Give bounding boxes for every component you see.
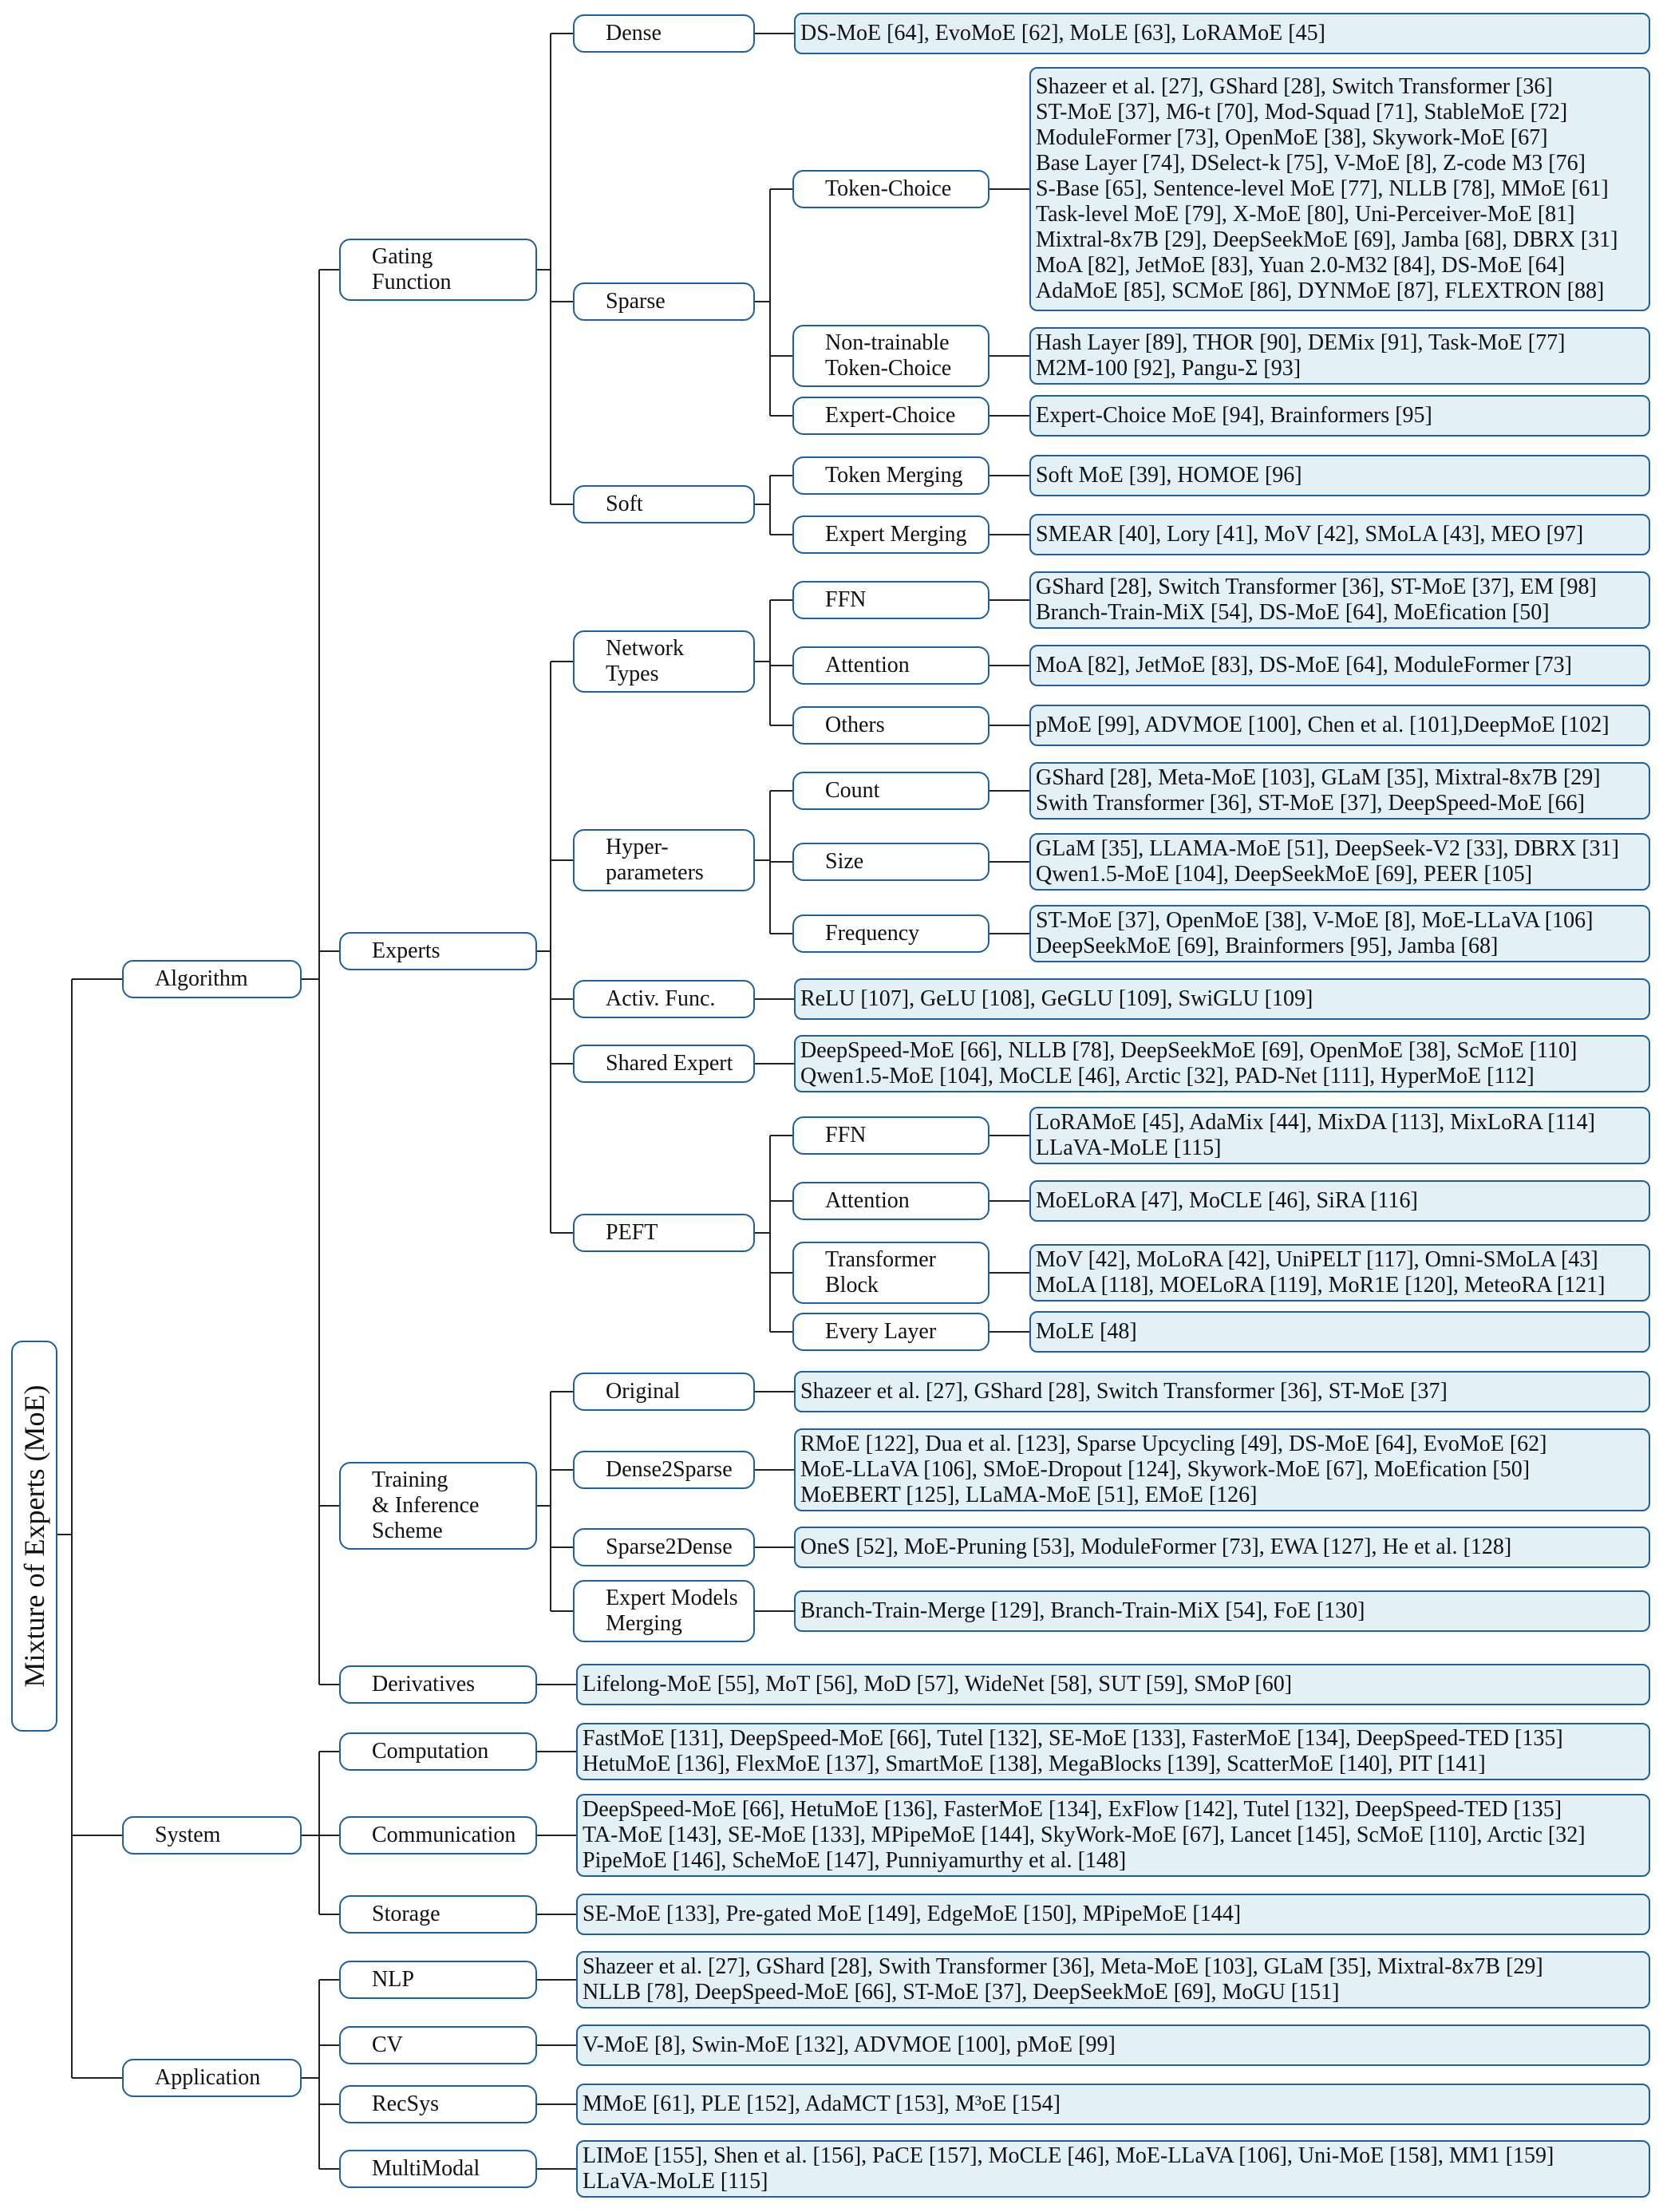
leaf-line: GLaM [35], LLAMA-MoE [51], DeepSeek-V2 [33], DBRX [31] xyxy=(1036,836,1619,861)
leaf-line: Base Layer [74], DSelect-k [75], V-MoE [8], Z-code M3 [76] xyxy=(1036,151,1586,176)
leaf-line: Expert-Choice MoE [94], Brainformers [95] xyxy=(1036,403,1432,428)
leaf-line: MoELoRA [47], MoCLE [46], SiRA [116] xyxy=(1036,1188,1418,1213)
root-node xyxy=(11,1341,57,1732)
leaf-line: DeepSpeed-MoE [66], NLLB [78], DeepSeekMoE [69], OpenMoE [38], ScMoE [110] xyxy=(800,1038,1578,1063)
leaf-peft-attention xyxy=(1029,1180,1650,1222)
leaf-nt-ffn xyxy=(1029,571,1650,629)
node-cv: CV xyxy=(339,2026,537,2064)
node-peft: PEFT xyxy=(573,1214,755,1252)
node-original: Original xyxy=(573,1373,755,1411)
leaf-token-choice xyxy=(1029,67,1650,311)
leaf-line: Branch-Train-Merge [129], Branch-Train-MiX [54], FoE [130] xyxy=(800,1598,1365,1623)
leaf-line: ST-MoE [37], OpenMoE [38], V-MoE [8], MoE-LLaVA [106] xyxy=(1036,908,1594,933)
leaf-line: Shazeer et al. [27], GShard [28], Switch Transformer [36], ST-MoE [37] xyxy=(800,1379,1448,1404)
node-hp-size: Size xyxy=(792,843,989,881)
node-non-trainable: Non-trainable Token-Choice xyxy=(792,325,989,387)
leaf-line: Branch-Train-MiX [54], DS-MoE [64], MoEfication [50] xyxy=(1036,600,1550,625)
leaf-line: M2M-100 [92], Pangu-Σ [93] xyxy=(1036,356,1302,381)
node-application: Application xyxy=(122,2059,302,2097)
node-nt-others: Others xyxy=(792,706,989,745)
leaf-shared-expert xyxy=(794,1035,1650,1092)
leaf-line: Shazeer et al. [27], GShard [28], Switch Transformer [36] xyxy=(1036,74,1553,99)
leaf-expert-merging xyxy=(1029,514,1650,555)
node-gating: Gating Function xyxy=(339,239,537,301)
leaf-line: MoLA [118], MOELoRA [119], MoR1E [120], MeteoRA [121] xyxy=(1036,1273,1606,1298)
leaf-line: MoLE [48] xyxy=(1036,1319,1137,1344)
leaf-line: Lifelong-MoE [55], MoT [56], MoD [57], WideNet [58], SUT [59], SMoP [60] xyxy=(583,1672,1293,1697)
leaf-line: LLaVA-MoLE [115] xyxy=(583,2169,768,2194)
node-recsys: RecSys xyxy=(339,2085,537,2123)
leaf-peft-transformer xyxy=(1029,1244,1650,1302)
leaf-line: Swith Transformer [36], ST-MoE [37], DeepSpeed-MoE [66] xyxy=(1036,791,1585,816)
node-token-merging: Token Merging xyxy=(792,456,989,495)
node-shared-expert: Shared Expert xyxy=(573,1045,755,1083)
leaf-line: MoA [82], JetMoE [83], Yuan 2.0-M32 [84], DS-MoE [64] xyxy=(1036,253,1566,278)
node-expert-merging: Expert Merging xyxy=(792,515,989,554)
node-peft-attention: Attention xyxy=(792,1182,989,1220)
leaf-peft-every-layer xyxy=(1029,1311,1650,1353)
node-computation: Computation xyxy=(339,1732,537,1771)
node-sparse: Sparse xyxy=(573,282,755,321)
leaf-line: MoV [42], MoLoRA [42], UniPELT [117], Omni-SMoLA [43] xyxy=(1036,1247,1598,1272)
node-expert-models-merging: Expert Models Merging xyxy=(573,1580,755,1642)
leaf-line: V-MoE [8], Swin-MoE [132], ADVMOE [100], pMoE [99] xyxy=(583,2032,1116,2057)
leaf-nt-others xyxy=(1029,705,1650,746)
node-storage: Storage xyxy=(339,1895,537,1934)
node-network-types: Network Types xyxy=(573,630,755,693)
node-experts: Experts xyxy=(339,932,537,970)
node-nt-ffn: FFN xyxy=(792,581,989,619)
leaf-line: AdaMoE [85], SCMoE [86], DYNMoE [87], FLEXTRON [88] xyxy=(1036,278,1605,303)
leaf-peft-ffn xyxy=(1029,1107,1650,1164)
leaf-line: Hash Layer [89], THOR [90], DEMix [91], Task-MoE [77] xyxy=(1036,330,1566,355)
leaf-multimodal xyxy=(576,2140,1650,2198)
node-peft-transformer: Transformer Block xyxy=(792,1242,989,1304)
leaf-activ-func xyxy=(794,978,1650,1020)
leaf-dense xyxy=(794,13,1650,54)
node-derivatives: Derivatives xyxy=(339,1665,537,1704)
leaf-dense2sparse xyxy=(794,1428,1650,1511)
leaf-line: FastMoE [131], DeepSpeed-MoE [66], Tutel [132], SE-MoE [133], FasterMoE [134], DeepSpeed-TED [135] xyxy=(583,1726,1563,1751)
leaf-derivatives xyxy=(576,1664,1650,1705)
leaf-expert-choice xyxy=(1029,395,1650,436)
leaf-line: OneS [52], MoE-Pruning [53], ModuleFormer [73], EWA [127], He et al. [128] xyxy=(800,1535,1512,1559)
leaf-line: GShard [28], Switch Transformer [36], ST-MoE [37], EM [98] xyxy=(1036,575,1597,599)
leaf-line: SE-MoE [133], Pre-gated MoE [149], EdgeMoE [150], MPipeMoE [144] xyxy=(583,1902,1242,1926)
leaf-non-trainable xyxy=(1029,327,1650,385)
leaf-line: MoA [82], JetMoE [83], DS-MoE [64], ModuleFormer [73] xyxy=(1036,653,1572,677)
node-dense: Dense xyxy=(573,14,755,53)
leaf-expert-models-merging xyxy=(794,1590,1650,1632)
leaf-token-merging xyxy=(1029,455,1650,496)
leaf-line: PipeMoE [146], ScheMoE [147], Punniyamurthy et al. [148] xyxy=(583,1848,1127,1873)
leaf-line: RMoE [122], Dua et al. [123], Sparse Upcycling [49], DS-MoE [64], EvoMoE [62] xyxy=(800,1432,1547,1456)
leaf-hp-count xyxy=(1029,762,1650,820)
leaf-hp-frequency xyxy=(1029,905,1650,962)
root-label: Mixture of Experts (MoE) xyxy=(18,1384,50,1688)
leaf-sparse2dense xyxy=(794,1527,1650,1568)
node-activ-func: Activ. Func. xyxy=(573,980,755,1018)
leaf-line: ReLU [107], GeLU [108], GeGLU [109], SwiGLU [109] xyxy=(800,986,1313,1011)
leaf-computation xyxy=(576,1723,1650,1780)
leaf-line: ST-MoE [37], M6-t [70], Mod-Squad [71], StableMoE [72] xyxy=(1036,100,1568,124)
leaf-line: MMoE [61], PLE [152], AdaMCT [153], M³oE [154] xyxy=(583,2092,1061,2116)
leaf-line: DeepSpeed-MoE [66], HetuMoE [136], FasterMoE [134], ExFlow [142], Tutel [132], DeepSpeed-TED [135] xyxy=(583,1797,1562,1822)
leaf-line: DS-MoE [64], EvoMoE [62], MoLE [63], LoRAMoE [45] xyxy=(800,21,1325,45)
leaf-cv xyxy=(576,2024,1650,2066)
leaf-original xyxy=(794,1371,1650,1412)
node-peft-every-layer: Every Layer xyxy=(792,1313,989,1351)
leaf-communication xyxy=(576,1794,1650,1877)
leaf-nlp xyxy=(576,1951,1650,2009)
node-system: System xyxy=(122,1816,302,1855)
node-hyperparameters: Hyper- parameters xyxy=(573,829,755,891)
leaf-line: NLLB [78], DeepSpeed-MoE [66], ST-MoE [37], DeepSeekMoE [69], MoGU [151] xyxy=(583,1980,1340,2005)
node-nlp: NLP xyxy=(339,1961,537,1999)
leaf-line: LIMoE [155], Shen et al. [156], PaCE [157], MoCLE [46], MoE-LLaVA [106], Uni-MoE [158], MM1 [159] xyxy=(583,2143,1554,2168)
leaf-storage xyxy=(576,1894,1650,1935)
leaf-recsys xyxy=(576,2084,1650,2125)
leaf-line: MoEBERT [125], LLaMA-MoE [51], EMoE [126] xyxy=(800,1483,1258,1507)
leaf-line: Qwen1.5-MoE [104], DeepSeekMoE [69], PEER [105] xyxy=(1036,862,1533,887)
node-algorithm: Algorithm xyxy=(122,960,302,998)
leaf-line: ModuleFormer [73], OpenMoE [38], Skywork-MoE [67] xyxy=(1036,125,1548,150)
node-peft-ffn: FFN xyxy=(792,1116,989,1155)
leaf-hp-size xyxy=(1029,833,1650,891)
node-sparse2dense: Sparse2Dense xyxy=(573,1528,755,1566)
leaf-line: S-Base [65], Sentence-level MoE [77], NLLB [78], MMoE [61] xyxy=(1036,176,1609,201)
leaf-line: Soft MoE [39], HOMOE [96] xyxy=(1036,463,1302,488)
leaf-line: LoRAMoE [45], AdaMix [44], MixDA [113], MixLoRA [114] xyxy=(1036,1110,1595,1135)
node-hp-count: Count xyxy=(792,772,989,810)
leaf-line: HetuMoE [136], FlexMoE [137], SmartMoE [138], MegaBlocks [139], ScatterMoE [140], PIT [141] xyxy=(583,1752,1486,1776)
leaf-line: Task-level MoE [79], X-MoE [80], Uni-Perceiver-MoE [81] xyxy=(1036,202,1575,227)
leaf-line: DeepSeekMoE [69], Brainformers [95], Jamba [68] xyxy=(1036,934,1499,958)
leaf-line: Shazeer et al. [27], GShard [28], Swith Transformer [36], Meta-MoE [103], GLaM [35], Mixtral-8x7B [29] xyxy=(583,1954,1543,1979)
leaf-line: pMoE [99], ADVMOE [100], Chen et al. [101],DeepMoE [102] xyxy=(1036,713,1610,737)
node-soft: Soft xyxy=(573,485,755,523)
leaf-line: Mixtral-8x7B [29], DeepSeekMoE [69], Jamba [68], DBRX [31] xyxy=(1036,227,1618,252)
node-hp-frequency: Frequency xyxy=(792,914,989,953)
node-training: Training & Inference Scheme xyxy=(339,1462,537,1550)
node-dense2sparse: Dense2Sparse xyxy=(573,1451,755,1489)
node-communication: Communication xyxy=(339,1816,537,1855)
node-multimodal: MultiModal xyxy=(339,2150,537,2188)
leaf-line: GShard [28], Meta-MoE [103], GLaM [35], Mixtral-8x7B [29] xyxy=(1036,765,1601,790)
node-token-choice: Token-Choice xyxy=(792,170,989,208)
leaf-line: TA-MoE [143], SE-MoE [133], MPipeMoE [144], SkyWork-MoE [67], Lancet [145], ScMoE [110], Arctic [32] xyxy=(583,1823,1586,1847)
leaf-line: MoE-LLaVA [106], SMoE-Dropout [124], Skywork-MoE [67], MoEfication [50] xyxy=(800,1457,1531,1482)
node-nt-attention: Attention xyxy=(792,646,989,685)
leaf-line: SMEAR [40], Lory [41], MoV [42], SMoLA [43], MEO [97] xyxy=(1036,522,1584,547)
leaf-line: Qwen1.5-MoE [104], MoCLE [46], Arctic [32], PAD-Net [111], HyperMoE [112] xyxy=(800,1064,1535,1088)
leaf-line: LLaVA-MoLE [115] xyxy=(1036,1136,1222,1160)
node-expert-choice: Expert-Choice xyxy=(792,397,989,435)
leaf-nt-attention xyxy=(1029,645,1650,686)
